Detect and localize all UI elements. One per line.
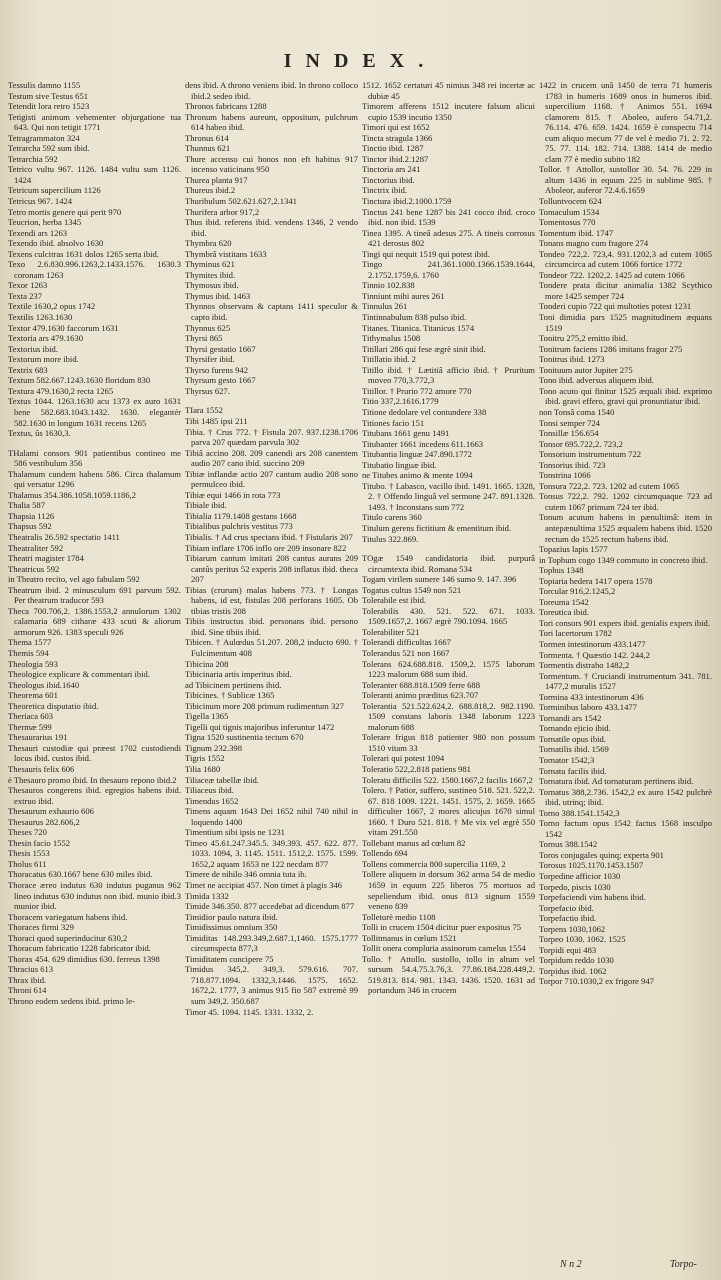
- index-entry: Textus, ûs 1630,3.: [8, 428, 71, 439]
- index-entry: Tetricus 967. 1424: [8, 196, 73, 207]
- index-entry: Thoracem variegatum habens ibid.: [8, 911, 128, 922]
- index-entry: Tiliaceæ tabellæ ibid.: [185, 774, 259, 785]
- index-entry: Thure accenso cui honos non eft habitus 917 incenso vaticinans 950: [185, 153, 358, 175]
- index-column-2: [185, 80, 358, 1272]
- index-entry: Timor 45. 1094. 1145. 1331. 1332, 2.: [185, 1006, 314, 1017]
- index-entry: Thyminus 621: [185, 259, 235, 270]
- index-entry: Thurifera arbor 917,2: [185, 206, 260, 217]
- index-entry: Titillari 286 qui fese ægrè sinit ibid.: [362, 343, 486, 354]
- index-entry: Tetragrammaton 324: [8, 132, 80, 143]
- index-entry: Tormenta. † Quæstio 142. 244,2: [539, 649, 650, 660]
- index-entry: Thymbra 620: [185, 238, 232, 249]
- index-entry: Tolerabile est ibid.: [362, 595, 427, 606]
- index-entry: Tornus 388.1542: [539, 839, 598, 850]
- index-entry: Torpefacio ibid.: [539, 902, 594, 913]
- index-entry: Textrix 683: [8, 364, 48, 375]
- index-entry: Topazius lapis 1577: [539, 544, 608, 555]
- index-entry: Tetrarchia 592: [8, 153, 58, 164]
- index-entry: Tholus 611: [8, 858, 47, 869]
- index-entry: Tollor. † Attollor, sustollor 30. 54. 76. 229 in altum 1436 in equum 225 in sublime 985. † Aboleor, auferor 72.4.6.1659: [539, 164, 712, 196]
- index-entry: Tibicina 208: [185, 658, 229, 669]
- index-entry: Tithymalus 1508: [362, 333, 421, 344]
- index-entry: Tormina 433 intestinorum 436: [539, 691, 644, 702]
- index-entry: ne Titubes animo & mente 1094: [362, 470, 473, 481]
- index-entry: Tomentum ibid. 1747: [539, 227, 614, 238]
- index-columns: [8, 80, 714, 1272]
- index-entry: Tonitrus ibid. 1273: [539, 354, 605, 365]
- index-entry: Titubatio linguæ ibid.: [362, 459, 437, 470]
- index-entry: Timere de nihilo 346 omnia tuta ib.: [185, 869, 307, 880]
- index-entry: Torcular 916,2.1245,2: [539, 586, 616, 597]
- index-entry: Tondeo 722,2. 723,4. 931.1202,3 ad cutem 1065 circumcirca ad cutem 1066 fortice 1772: [539, 248, 712, 270]
- index-entry: Themis 594: [8, 647, 49, 658]
- index-entry: Thyrsi 865: [185, 333, 223, 344]
- index-entry: Thronum habens aureum, oppositum, pulchrum 614 habeo ibid.: [185, 111, 358, 133]
- index-entry: Tibiis instructus ibid. personans ibid. persono ibid. Sine tibiis ibid.: [185, 616, 358, 637]
- index-entry: Tigna 1520 sustinentia tectum 670: [185, 732, 304, 743]
- index-entry: Tibiæ equi 1466 in rota 773: [185, 489, 281, 500]
- index-entry: Throno eodem sedens ibid. primo le-: [8, 996, 135, 1007]
- index-entry: Tinctus 241 bene 1287 bis 241 cocco ibid. croco ibid. non ibid. 1539: [362, 206, 535, 228]
- index-entry: Tolerandus 521 non 1667: [362, 647, 450, 658]
- index-entry: Tibicen. † Aulœdus 51.207. 208,2 inducto 690. † Fulcimentum 408: [185, 637, 358, 658]
- index-entry: Tetendit lora retro 1523: [8, 101, 90, 112]
- index-entry: Tinnulus 261: [362, 301, 408, 312]
- index-entry: Thymosus ibid.: [185, 280, 239, 291]
- index-entry: Torpor 710.1030,2 ex frigore 947: [539, 976, 654, 987]
- index-entry: Theologia 593: [8, 658, 58, 669]
- index-entry: Tophus 1348: [539, 565, 584, 576]
- index-entry: Tondere prata dicitur animalia 1382 Scythico more 1425 semper 724: [539, 280, 712, 301]
- index-entry: Tornandi ars 1542: [539, 712, 602, 723]
- index-column-3: [362, 80, 535, 1272]
- index-entry: Timidus 345,2. 349,3. 579.616. 707. 718.877.1094. 1332,3.1446. 1575. 1652. 1672,2. 1777, 3 animus 915 fio 587 extremè 99 sum 349,2. 350.687: [185, 964, 358, 1007]
- index-entry: Theatricus 592: [8, 563, 60, 574]
- index-entry: ad Tibicinem pertinens ibid.: [185, 679, 282, 690]
- index-entry: Tinea 1395. A tineâ adesus 275. A tineis corrosus 421 derosus 802: [362, 227, 535, 249]
- index-entry: Tolerans 624.688.818. 1509,2. 1575 laborum 1223 malorum 688 sum ibid.: [362, 658, 535, 680]
- index-entry: Torpefaciendi vim habens ibid.: [539, 892, 646, 903]
- index-entry: Theorema 601: [8, 690, 58, 701]
- index-entry: Textura 479.1630,2 recta 1265: [8, 385, 114, 396]
- index-entry: Tollebant manus ad cœlum 82: [362, 837, 466, 848]
- index-entry: Tintinnabulum 838 pulso ibid.: [362, 312, 467, 323]
- index-entry: Tonituum autor Jupiter 275: [539, 364, 633, 375]
- index-entry: Timentium sibi ipsis ne 1231: [185, 827, 285, 838]
- index-entry: Titubantia linguæ 247.890.1772: [362, 449, 472, 460]
- index-entry: Tolerandi difficultas 1667: [362, 637, 451, 648]
- page-title: INDEX.: [283, 50, 438, 72]
- index-entry: Theatri magister 1784: [8, 553, 84, 564]
- index-entry: Torpidi equi 483: [539, 944, 597, 955]
- index-entry: Titulo carens 360: [362, 512, 422, 523]
- index-entry: Tetigisti animum vehementer objurgatione tua 643. Qui non tetigit 1771: [8, 111, 181, 133]
- index-entry: Textile 1630,2 opus 1742: [8, 301, 96, 312]
- index-entry: Tibialis. † Ad crus spectans ibid. † Fistularis 207: [185, 531, 353, 542]
- index-entry: Tomentosus 770: [539, 217, 596, 228]
- index-entry: Thyrsus 627.: [185, 385, 230, 396]
- index-entry: Tinctio ibid. 1287: [362, 143, 424, 154]
- index-entry: Torpidum reddo 1030: [539, 955, 614, 966]
- index-entry: Tibiam inflare 1706 inflo ore 209 insonare 822: [185, 542, 347, 553]
- index-entry: Tetrico vultu 967. 1126. 1484 vultu sum 1126. 1424: [8, 164, 181, 185]
- index-entry: Thesaurarius 191: [8, 732, 68, 743]
- index-entry: Teucrion, herba 1345: [8, 217, 82, 228]
- index-entry: Testum sive Testus 651: [8, 90, 89, 101]
- index-entry: Torpedo, piscis 1030: [539, 881, 611, 892]
- index-entry: Tinctoria ars 241: [362, 164, 421, 175]
- index-entry: Tollere aliquem in dorsum 362 arma 54 de medio 1659 in equum 225 liberos 75 mortuos ad sepeliendum ibid. onus 813 signum 1559 veneno 839: [362, 869, 535, 912]
- index-entry: Tollens commercia 800 supercilia 1169, 2: [362, 858, 506, 869]
- index-entry: Thesauros congerens ibid. egregios habens ibid. extruo ibid.: [8, 785, 181, 806]
- index-entry: Tibia. † Crus 772. † Fistula 207. 937.1238.1706 parva 207 quædam parvula 302: [185, 426, 358, 448]
- index-entry: Titulus 322.869.: [362, 533, 419, 544]
- index-entry: Thymus ibid. 1463: [185, 290, 251, 301]
- index-entry: Tolerabiliter 521: [362, 626, 420, 637]
- index-entry: Toleratu difficilis 522. 1580.1667,2 facilis 1667,2: [362, 774, 533, 785]
- index-entry: Textilis 1263.1630: [8, 312, 73, 323]
- index-entry: Thalamum cundem habens 586. Circa thalamum qui versatur 1296: [8, 468, 181, 490]
- index-entry: Togatus cultus 1549 non 521: [362, 584, 462, 595]
- index-entry: Thesis 1553: [8, 848, 50, 859]
- index-entry: Theses 720: [8, 827, 47, 838]
- index-entry: Titubo. † Labasco, vacillo ibid. 1491. 1665. 1328, 2. † Offendo linguâ vel sermone 247. 891.1328. 1493. † Inconstans sum 772: [362, 480, 535, 512]
- index-entry: Texor 1263: [8, 280, 48, 291]
- index-entry: Timidissimus omnium 350: [185, 922, 278, 933]
- index-entry: Topiaria hedera 1417 opera 1578: [539, 575, 653, 586]
- index-entry: 1422 in crucem unâ 1450 de terra 71 humeris 1783 in humeris 1689 onus in humeros ibid. supercilium 1168. † Animos 551. 1694 clamorem 815. † Aboleo, aufero 54.71,2. 76.114. 476. 659. 1424. 1659 è conspectu 714 cum aliquo mecum 77 de vel è medio 71. 2. 72. 75. 77. 114. 182. 714. 1388. 1414 de medio clam 77 è medio subito 182: [539, 80, 712, 164]
- index-entry: Thureus ibid.2: [185, 185, 236, 196]
- index-entry: Tonstrina 1066: [539, 470, 591, 481]
- index-entry: Throni 614: [8, 985, 47, 996]
- index-entry: Tibiarum cantum imitati 208 cantus aurans 209 cantûs peritus 52 experis 208 inflatus ibid. theca 207: [185, 553, 358, 585]
- index-entry: Titanes. Titanica. Titanicus 1574: [362, 322, 475, 333]
- index-entry: Tibias (crurum) malas habens 773. † Longas habens, id est, fistulas 208 perforans 1605. Ob tibias tristis 208: [185, 584, 358, 616]
- index-entry: Togam virilem sumere 146 sumo 9. 147. 396: [362, 574, 517, 585]
- index-entry: Theca 700.706,2. 1386.1553,2 annulorum 1302 calamaria 689 citharæ 433 scuti & aliorum armorum 926. 1383 speculi 926: [8, 605, 181, 637]
- index-entry: Tinctrix ibid.: [362, 185, 408, 196]
- index-entry: Tolero. † Patior, suffero, sustineo 518. 521. 522,2. 67. 818 1009. 1221. 1451. 1575, 2. 1659. 1665 difficulter 1667, 2 mores alicujus 1670 simul 1660. † Duro 521. 818. † Me vix vel ægrè 550 vitam 291.550: [362, 785, 535, 838]
- index-entry: Thoracum fabricatio 1228 fabricator ibid.: [8, 943, 151, 954]
- index-entry: Textoria ars 479.1630: [8, 333, 84, 344]
- index-entry: Titio 337,2.1616.1779: [362, 396, 439, 407]
- index-entry: Thema 1577: [8, 637, 52, 648]
- index-entry: Thesauris felix 606: [8, 764, 75, 774]
- index-entry: Textorius ibid.: [8, 343, 59, 354]
- index-entry: Tornatilis ibid. 1569: [539, 744, 609, 755]
- index-entry: Tono acuto qui finitur 1525 æquali ibid. exprimo ibid. gravi effero, gravi qui pronuntiatur ibid.: [539, 385, 712, 407]
- index-entry: Thorax 454. 629 dimidius 630. ferreus 1398: [8, 953, 160, 964]
- index-entry: Timiditatem concipere 75: [185, 953, 274, 964]
- index-entry: Tollo. † Attollo. sustollo, tollo in altum vel sursum 54.4.75.3.76,3. 77.86.184.228.449,2. 519.813. 814. 981. 1343. 1436. 1520. 1631 ad portandum 346 in crucem: [362, 953, 535, 996]
- index-entry: Titubans 1661 genu 1491: [362, 428, 450, 439]
- index-entry: Tinctorius ibid.: [362, 174, 415, 185]
- index-entry: Titillor. † Prurio 772 amore 770: [362, 385, 472, 396]
- index-entry: Theatralis 26.592 spectatio 1411: [8, 531, 120, 542]
- index-entry: Thalamus 354.386.1058.1059.1186,2: [8, 489, 137, 500]
- index-entry: Tonderi cupio 722 qui multoties potest 1231: [539, 301, 692, 312]
- index-entry: Toleratio 522,2.818 patiens 981: [362, 764, 471, 774]
- index-entry: THalami consors 901 patientibus contineo me 586 vestibulum 356: [8, 447, 181, 469]
- index-entry: Tormentis distraho 1482,2: [539, 660, 630, 671]
- index-entry: Tilia 1680: [185, 764, 221, 774]
- index-entry: Texta 237: [8, 290, 43, 301]
- index-entry: TIara 1552: [185, 405, 223, 416]
- index-entry: Titillo ibid. † Lætitiâ afficio ibid. † Pruritum moveo 770,3.772,3: [362, 364, 535, 386]
- index-entry: Tetro mortis genere qui perit 970: [8, 206, 122, 217]
- index-entry: Timiditas 148.293.349,2.687.1,1460. 1575.1777 circumspecta 877,3: [185, 932, 358, 954]
- index-entry: Tollendo 694: [362, 848, 408, 859]
- index-entry: Thapsus 592: [8, 521, 52, 532]
- index-entry: Tibiæ inflandæ actio 207 cantum audio 208 sono permulceo ibid.: [185, 468, 358, 490]
- index-entry: Torpefactio ibid.: [539, 913, 597, 924]
- index-entry: Tolerabilis 430. 521. 522. 671. 1033. 1509.1657,2. 1667 ægrè 790.1094. 1665: [362, 605, 535, 627]
- index-entry: Textor 479.1630 faccorum 1631: [8, 322, 119, 333]
- index-entry: Thymites ibid.: [185, 269, 236, 280]
- index-entry: Thesaurum exhaurio 606: [8, 806, 94, 817]
- index-entry: Thynnus 625: [185, 322, 231, 333]
- index-entry: Tollitmanus in cœlum 1521: [362, 932, 457, 943]
- index-entry: Tibicinaria artis imperitus ibid.: [185, 669, 292, 680]
- index-entry: Tolerari qui potest 1094: [362, 753, 445, 764]
- index-entry: 1512. 1652 certaturi 45 nimius 348 rei incertæ ac dubiæ 45: [362, 80, 535, 101]
- index-entry: Thorace æreo indutus 630 indutus puganus 962 lineo indutus 630 indutus non ibid. munio ibid.3 munior ibid.: [8, 880, 181, 912]
- index-entry: Tornando ejicio ibid.: [539, 723, 611, 734]
- index-entry: Tetrarcha 592 sum ibid.: [8, 143, 90, 154]
- index-entry: Tori lacertorum 1782: [539, 628, 612, 639]
- index-entry: Titubanter 1661 incedens 611.1663: [362, 438, 484, 449]
- index-entry: Tolerare frigus 818 patienter 980 non possum 1510 vitam 33: [362, 732, 535, 753]
- index-entry: Tignum 232.398: [185, 742, 242, 753]
- index-entry: Theatrum ibid. 2 minusculum 691 parvum 592. Per theatrum traducor 593: [8, 584, 181, 606]
- index-entry: Tigella 1365: [185, 711, 229, 722]
- index-entry: Torpens 1030,1062: [539, 923, 606, 934]
- index-entry: Timet ne accipiat 457. Non timet à plagis 346: [185, 880, 342, 891]
- index-entry: Thalia 587: [8, 500, 45, 511]
- index-entry: Timeo 45.61.247.345.5. 349.393. 457. 622. 877. 1033. 1094, 3. 1145. 1511. 1512,2. 1575. 1599. 1652,2 aquam 1653 ne 122 necdam 877: [185, 837, 358, 869]
- index-entry: Tibialia 1179.1408 gestans 1668: [185, 510, 297, 521]
- index-entry: Tonum acutum habens in pænultimâ: item in antepænultima 1525 æqualem habens ibid. 1520 rectum do 1525 rectum habens ibid.: [539, 512, 712, 544]
- index-entry: Torminibus laboro 433.1477: [539, 702, 637, 713]
- index-entry: Thurea planta 917: [185, 174, 248, 185]
- index-entry: Tinctor ibid.2.1287: [362, 153, 429, 164]
- index-entry: Titiones facio 151: [362, 417, 425, 428]
- index-entry: Tonans magno cum fragore 274: [539, 238, 649, 249]
- index-entry: Tolluntvocem 624: [539, 196, 602, 207]
- index-entry: Titulum gerens fictitium & ementitum ibid.: [362, 522, 512, 533]
- index-entry: Toros conjugales quinq; experta 901: [539, 849, 664, 860]
- index-entry: Thronos fabricans 1288: [185, 101, 267, 112]
- index-entry: Toni dimidia pars 1525 magnitudinem æquans 1519: [539, 312, 712, 333]
- index-entry: Tornator 1542,3: [539, 755, 595, 765]
- index-entry: Tibiâ accino 208. 209 canendi ars 208 canentem audio 207 cano ibid. succino 209: [185, 447, 358, 469]
- index-entry: Timens aquam 1643 Dei 1652 nihil 740 nihil in loquendo 1400: [185, 806, 358, 827]
- index-entry: Thymbrâ vistitans 1633: [185, 248, 267, 259]
- index-entry: Tiliaceus ibid.: [185, 785, 234, 796]
- catchword: Torpo-: [670, 1259, 697, 1270]
- index-entry: Timida 1332: [185, 890, 229, 901]
- index-entry: Thunnus 621: [185, 143, 231, 154]
- index-entry: Theologice explicare & commentari ibid.: [8, 669, 150, 680]
- index-entry: Titillatio ibid. 2: [362, 354, 416, 365]
- index-entry: Tonitru 275,2 emitto ibid.: [539, 333, 628, 344]
- index-entry: Thermæ 599: [8, 721, 52, 732]
- index-column-1: [8, 80, 181, 1272]
- index-entry: Tibicines. † Sublicæ 1365: [185, 690, 275, 701]
- index-entry: Thronus 614: [185, 132, 229, 143]
- index-entry: Torno factum opus 1542 factus 1568 insculpo 1542: [539, 818, 712, 839]
- signature-mark: [560, 1259, 697, 1270]
- index-entry: Tinctura ibid.2.1000.1759: [362, 196, 452, 207]
- index-entry: Textus 1044. 1263.1630 acu 1373 ex auro 1631 bene 582.683.1043.1432. 1630. elegantér 582.1630 in longum 1631 recens 1265: [8, 396, 181, 428]
- index-entry: Thyrsum gesto 1667: [185, 375, 256, 386]
- index-entry: Tetricum supercilium 1126: [8, 185, 101, 196]
- index-entry: Tibiale ibid.: [185, 500, 227, 511]
- index-entry: Tonsi semper 724: [539, 417, 600, 428]
- index-entry: Theatraliter 592: [8, 542, 64, 553]
- index-entry: Toleranti animo præditus 623.707: [362, 690, 479, 701]
- index-entry: Tingi qui nequit 1519 qui potest ibid.: [362, 248, 490, 259]
- index-entry: Tonsus 722,2. 792. 1202 circumquaque 723 ad cutem 1067 primum 724 ter ibid.: [539, 491, 712, 512]
- index-entry: Theologus ibid.1640: [8, 679, 80, 690]
- index-entry: in Theatro recito, vel ago fabulam 592: [8, 574, 140, 585]
- index-entry: Tigris 1552: [185, 753, 225, 764]
- index-entry: Thus ibid. referens ibid. vendens 1346, 2 vendo ibid.: [185, 217, 358, 238]
- index-entry: Thoraces firmi 329: [8, 922, 74, 933]
- index-entry: Thesauri custodiæ qui præest 1702 custodiendi locus ibid. custos ibid.: [8, 742, 181, 764]
- index-entry: Tornatus 388,2.736. 1542,2 ex auro 1542 pulchrè ibid. utrinq; ibid.: [539, 786, 712, 808]
- index-entry: Tessulis damno 1155: [8, 80, 81, 90]
- index-entry: Texens culcitras 1631 dolos 1265 serta ibid.: [8, 248, 159, 259]
- index-entry: Thapsia 1126: [8, 510, 55, 521]
- index-entry: Tibi 1485 ipsi 211: [185, 415, 248, 426]
- index-entry: Texo 2.6.830.996.1263,2.1433.1576. 1630.3 coronam 1263: [8, 259, 181, 280]
- index-entry: Textum 582.667.1243.1630 floridum 830: [8, 375, 151, 386]
- index-entry: Thesaurus 282.606,2: [8, 816, 80, 827]
- index-entry: dens ibid. A throno veniens ibid. In throno colloco ibid.2 sedeo ibid.: [185, 80, 358, 101]
- index-entry: Theoretica disputatio ibid.: [8, 700, 99, 711]
- index-entry: Texendo ibid. absolvo 1630: [8, 238, 104, 249]
- index-entry: è Thesauro promo ibid. In thesauro repono ibid.2: [8, 774, 177, 785]
- index-entry: Tornatu facilis ibid.: [539, 765, 607, 776]
- index-entry: Tori consors 901 expers ibid. genialis expers ibid.: [539, 617, 711, 628]
- index-entry: Toreutica ibid.: [539, 607, 589, 618]
- index-entry: Toreuma 1542: [539, 596, 589, 607]
- index-entry: Tibicinum more 208 primum rudimentum 327: [185, 700, 344, 711]
- index-entry: Thracius 613: [8, 964, 54, 975]
- index-entry: Tornatile opus ibid.: [539, 733, 606, 744]
- index-entry: Tolerantia 521.522.624,2. 688.818,2. 982.1190. 1509 constans laboris 1348 laborum 1223 malorum 688: [362, 700, 535, 732]
- index-entry: Timidior paulo natura ibid.: [185, 911, 278, 922]
- index-entry: Torpeo 1030. 1062. 1525: [539, 934, 626, 945]
- index-entry: Tonsillæ 156.654: [539, 428, 599, 439]
- index-entry: Thynnos observans & captans 1411 speculor & capto ibid.: [185, 301, 358, 323]
- index-entry: Tormentum. † Cruciandi instrumentum 341. 781. 1477,2 muralis 1527: [539, 670, 712, 692]
- index-entry: Tincta stragula 1366: [362, 132, 433, 143]
- index-entry: Tingo 241.361.1000.1366.1539.1644, 2.1752.1759,6. 1760: [362, 259, 535, 280]
- index-entry: Timendus 1652: [185, 795, 239, 806]
- index-entry: Tinniunt mihi aures 261: [362, 290, 445, 301]
- index-entry: Timide 346.350. 877 accedebat ad dicendum 877: [185, 901, 355, 912]
- index-entry: Tono ibid. adversus aliquem ibid.: [539, 375, 654, 386]
- index-entry: Theriaca 603: [8, 711, 54, 722]
- index-entry: Tollit onera compluria assinorum camelus 1554: [362, 943, 526, 954]
- index-entry: Torosus 1025.1170.1453.1507: [539, 860, 644, 871]
- index-entry: Timorem afferens 1512 incutere falsum alicui cupio 1539 incutio 1350: [362, 101, 535, 122]
- index-entry: Titione dedolare vel contundere 338: [362, 406, 487, 417]
- index-entry: non Tonsâ coma 1540: [539, 406, 615, 417]
- index-entry: Thrax ibid.: [8, 974, 47, 985]
- index-entry: Torpidus ibid. 1062: [539, 965, 607, 976]
- index-entry: Torno 388.1541.1542,3: [539, 807, 620, 818]
- index-entry: Tonsor 695.722,2. 723,2: [539, 438, 623, 449]
- index-entry: Toleranter 688.818.1509 ferre 688: [362, 679, 480, 690]
- index-entry: TOgæ 1549 candidatoria ibid. purpurâ circumtexta ibid. Romana 534: [362, 553, 535, 574]
- index-entry: Texendi ars 1263: [8, 227, 68, 238]
- index-entry: Thoracatus 630.1667 bene 630 miles ibid.: [8, 869, 153, 880]
- index-entry: Tormen intestinorum 433.1477: [539, 638, 646, 649]
- index-entry: Tolli in crucem 1504 dicitur puer expositus 75: [362, 922, 522, 933]
- index-entry: Thyrso furens 942: [185, 364, 249, 375]
- index-entry: Tigelli qui tignis majoribus inferuntur 1472: [185, 721, 335, 732]
- index-entry: Tinnio 102.838: [362, 280, 415, 291]
- index-entry: Tonitrum faciens 1286 imitans fragor 275: [539, 343, 683, 354]
- index-entry: Tornatura ibid. Ad tornaturam pertinens ibid.: [539, 776, 694, 787]
- index-entry: Tonsura 722,2. 723. 1202 ad cutem 1065: [539, 480, 680, 491]
- index-entry: Tomaculum 1534: [539, 206, 600, 217]
- index-entry: Tonsorius ibid. 723: [539, 459, 606, 470]
- index-entry: Thesin facio 1552: [8, 837, 71, 848]
- index-entry: Tolleturè medio 1108: [362, 911, 436, 922]
- index-entry: Thuribulum 502.621.627,2.1341: [185, 196, 297, 207]
- index-entry: Timori qui est 1652: [362, 122, 430, 133]
- index-entry: Thoraci quod superinducitur 630,2: [8, 932, 128, 943]
- index-entry: Thyrsi gestatio 1667: [185, 343, 256, 354]
- signature-text: N n 2: [560, 1259, 582, 1270]
- index-entry: Tondeor 722. 1202,2. 1425 ad cutem 1066: [539, 269, 685, 280]
- index-entry: Torpedine afficior 1030: [539, 871, 621, 882]
- index-entry: Thyrsifer ibid.: [185, 354, 235, 365]
- index-entry: Tibialibus pulchris vestitus 773: [185, 521, 293, 532]
- index-entry: in Tophum cogo 1349 commuto in concreto ibid.: [539, 554, 708, 565]
- index-entry: Tonsorium instrumentum 722: [539, 449, 642, 460]
- index-column-4: [539, 80, 712, 1272]
- index-entry: Textorum more ibid.: [8, 354, 79, 365]
